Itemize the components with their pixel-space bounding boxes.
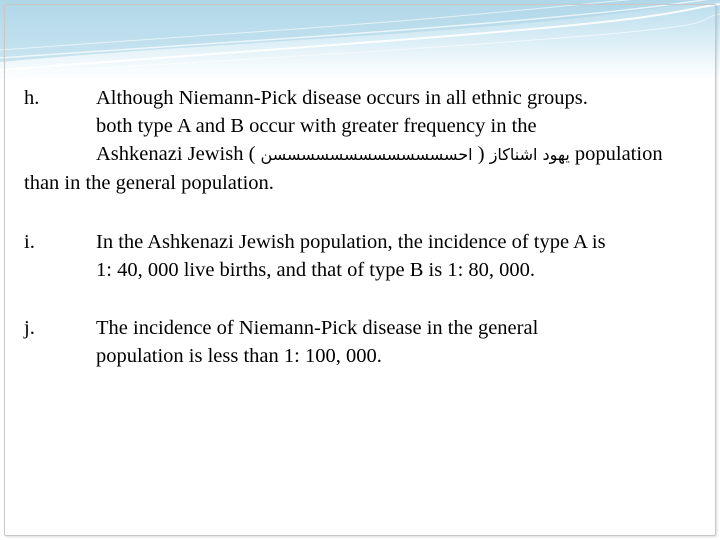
item-line: both type A and B occur with greater frequency in the <box>96 115 537 137</box>
item-marker: h. <box>24 87 40 109</box>
item-marker: j. <box>24 317 35 339</box>
item-tail: than in the general population. <box>24 172 274 194</box>
item-marker: i. <box>24 231 35 253</box>
arabic-text: احسسسسسسسسسسسسسن <box>260 145 473 164</box>
item-line: population is less than 1: 100, 000. <box>96 345 382 367</box>
line-prefix: Ashkenazi Jewish ( <box>96 143 256 165</box>
item-line: The incidence of Niemann-Pick disease in the general <box>96 317 539 339</box>
item-h <box>24 84 704 197</box>
line-suffix: population <box>574 143 663 165</box>
line-mid: ) <box>477 143 485 165</box>
item-line-mixed <box>24 140 704 169</box>
item-i <box>24 228 704 284</box>
item-j <box>24 314 704 370</box>
arabic-text-2: يهود اشناكاز <box>489 145 570 164</box>
item-line: Although Niemann-Pick disease occurs in all ethnic groups. <box>96 87 588 109</box>
item-line: In the Ashkenazi Jewish population, the incidence of type A is <box>96 231 606 253</box>
item-line: 1: 40, 000 live births, and that of type B is 1: 80, 000. <box>96 259 536 281</box>
